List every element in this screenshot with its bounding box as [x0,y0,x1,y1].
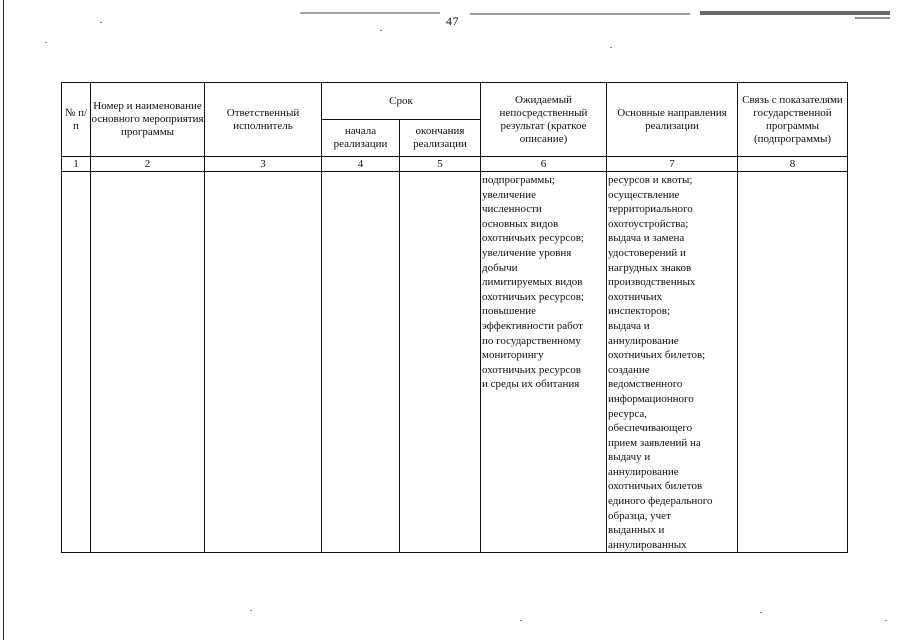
header-main-directions: Основные направления реализации [607,83,738,157]
expected-result-line: подпрограммы; [482,174,555,186]
scan-speck [885,620,887,621]
expected-result-line: эффективности работ [482,319,583,332]
scan-speck [760,612,762,613]
main-directions-line: производственных [608,276,696,289]
main-directions-line: охотничьих билетов [608,480,703,493]
main-directions-line: ресурса, [608,407,648,420]
main-directions-line: ресурсов и квоты; [608,174,693,186]
header-number: № п/п [62,83,91,157]
column-number: 2 [91,157,205,172]
scan-speck [380,30,382,31]
scan-speck [610,47,612,48]
header-measure-name: Номер и наименование основного мероприятия программы [91,83,205,157]
main-directions-line: обеспечивающего [608,422,693,435]
main-directions-line: территориального [608,203,693,216]
main-directions-line: аннулирование [608,465,679,478]
cell-main-directions [607,172,738,553]
expected-result-line: охотничьих ресурсов; [482,290,584,303]
scan-speck [250,610,252,611]
column-number: 6 [481,157,607,172]
program-measures-table [61,82,848,553]
header-term: Срок [322,83,481,120]
expected-result-line: по государственному [482,334,581,347]
page-number: 47 [446,14,459,28]
expected-result-line: повышение [482,305,536,318]
scan-speck [520,620,522,621]
main-directions-line: информационного [608,392,694,405]
main-directions-line: инспекторов; [608,305,671,318]
main-directions-line: охотничьих [608,290,663,303]
cell-expected-result [481,172,607,553]
main-directions-line: нагрудных знаков [608,261,692,274]
header-start: начала реализации [322,120,400,157]
main-directions-line: осуществление [608,188,680,201]
expected-result-line: охотничьих ресурсов [482,363,581,376]
expected-result-line: добычи [482,261,518,274]
main-directions-line: охотничьих билетов; [608,349,706,362]
header-responsible: Ответственный исполнитель [205,83,322,157]
column-number: 7 [607,157,738,172]
cell-number [62,172,91,553]
expected-result-line: увеличение уровня [482,246,572,259]
cell-responsible [205,172,322,553]
expected-result-line: и среды их обитания [482,378,580,391]
cell-start [322,172,400,553]
main-directions-line: образца, учет [608,509,671,522]
main-directions-line: прием заявлений на [608,436,701,449]
column-number: 4 [322,157,400,172]
cell-end [400,172,481,553]
column-number: 1 [62,157,91,172]
header-indicators-link: Связь с показателями государственной программы (подпрограммы) [738,83,848,157]
main-directions-text [607,172,737,552]
expected-result-line: основных видов [482,217,559,230]
cell-measure-name [91,172,205,553]
main-directions-line: аннулированных [608,538,687,551]
header-row-top [62,83,848,120]
expected-result-line: численности [482,203,542,216]
expected-result-line: лимитируемых видов [482,276,583,289]
expected-result-line: мониторингу [482,349,544,362]
scan-edge-line [3,0,4,640]
main-directions-line: ведомственного [608,378,683,391]
main-directions-line: выданных и [608,524,665,537]
column-number-row [62,157,848,172]
main-directions-line: выдача и замена [608,232,685,245]
main-directions-line: охотоустройства; [608,217,689,230]
main-directions-line: единого федерального [608,495,713,508]
table-row [62,172,848,553]
main-directions-line: аннулирование [608,334,679,347]
expected-result-text [481,172,606,392]
column-number: 8 [738,157,848,172]
main-directions-line: удостоверений и [608,246,686,259]
expected-result-line: увеличение [482,188,536,201]
main-directions-line: выдачу и [608,451,651,464]
cell-indicators-link [738,172,848,553]
scan-speck [45,42,47,43]
main-directions-line: выдача и [608,319,650,332]
main-directions-line: создание [608,363,650,376]
header-end: окончания реализации [400,120,481,157]
header-expected-result: Ожидаемый непосредственный результат (краткое описание) [481,83,607,157]
expected-result-line: охотничьих ресурсов; [482,232,584,245]
column-number: 5 [400,157,481,172]
column-number: 3 [205,157,322,172]
